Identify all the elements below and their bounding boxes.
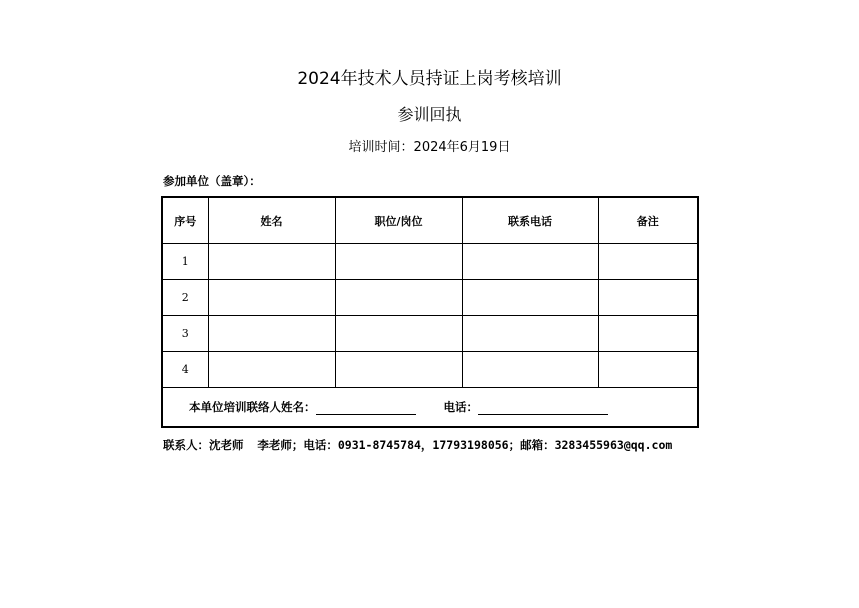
- document-title: 2024年技术人员持证上岗考核培训: [297, 69, 562, 89]
- table-row: [162, 352, 698, 388]
- name-cell[interactable]: [208, 280, 335, 316]
- phone-cell[interactable]: [462, 244, 598, 280]
- liaison-row: [162, 388, 698, 428]
- header-position: 职位/岗位: [335, 197, 462, 244]
- remarks-cell[interactable]: [598, 352, 698, 388]
- header-phone: 联系电话: [462, 197, 598, 244]
- training-time: 培训时间：2024年6月19日: [348, 140, 511, 155]
- name-cell[interactable]: [208, 352, 335, 388]
- position-cell[interactable]: [335, 316, 462, 352]
- row-index: 3: [162, 316, 208, 352]
- table-header-row: [162, 197, 698, 244]
- position-cell[interactable]: [335, 280, 462, 316]
- position-cell[interactable]: [335, 352, 462, 388]
- header-index: 序号: [162, 197, 208, 244]
- name-cell[interactable]: [208, 244, 335, 280]
- liaison-phone-blank[interactable]: [478, 402, 608, 415]
- liaison-cell: [162, 388, 698, 428]
- name-cell[interactable]: [208, 316, 335, 352]
- liaison-phone-label: 电话：: [443, 400, 479, 414]
- table-row: [162, 244, 698, 280]
- document-subtitle: 参训回执: [397, 105, 462, 124]
- unit-label: 参加单位（盖章）：: [163, 174, 261, 188]
- header-name: 姓名: [208, 197, 335, 244]
- phone-cell[interactable]: [462, 316, 598, 352]
- phone-cell[interactable]: [462, 352, 598, 388]
- remarks-cell[interactable]: [598, 244, 698, 280]
- liaison-name-blank[interactable]: [316, 402, 416, 415]
- table-row: [162, 280, 698, 316]
- position-cell[interactable]: [335, 244, 462, 280]
- row-index: 4: [162, 352, 208, 388]
- registration-table: [161, 196, 699, 428]
- phone-cell[interactable]: [462, 280, 598, 316]
- liaison-label: 本单位培训联络人姓名：: [189, 400, 316, 414]
- header-remarks: 备注: [598, 197, 698, 244]
- remarks-cell[interactable]: [598, 316, 698, 352]
- contact-line: 联系人：沈老师 李老师；电话：0931-8745784，17793198056；邮箱：3283455963@qq.com: [163, 438, 673, 452]
- row-index: 1: [162, 244, 208, 280]
- row-index: 2: [162, 280, 208, 316]
- table-row: [162, 316, 698, 352]
- remarks-cell[interactable]: [598, 280, 698, 316]
